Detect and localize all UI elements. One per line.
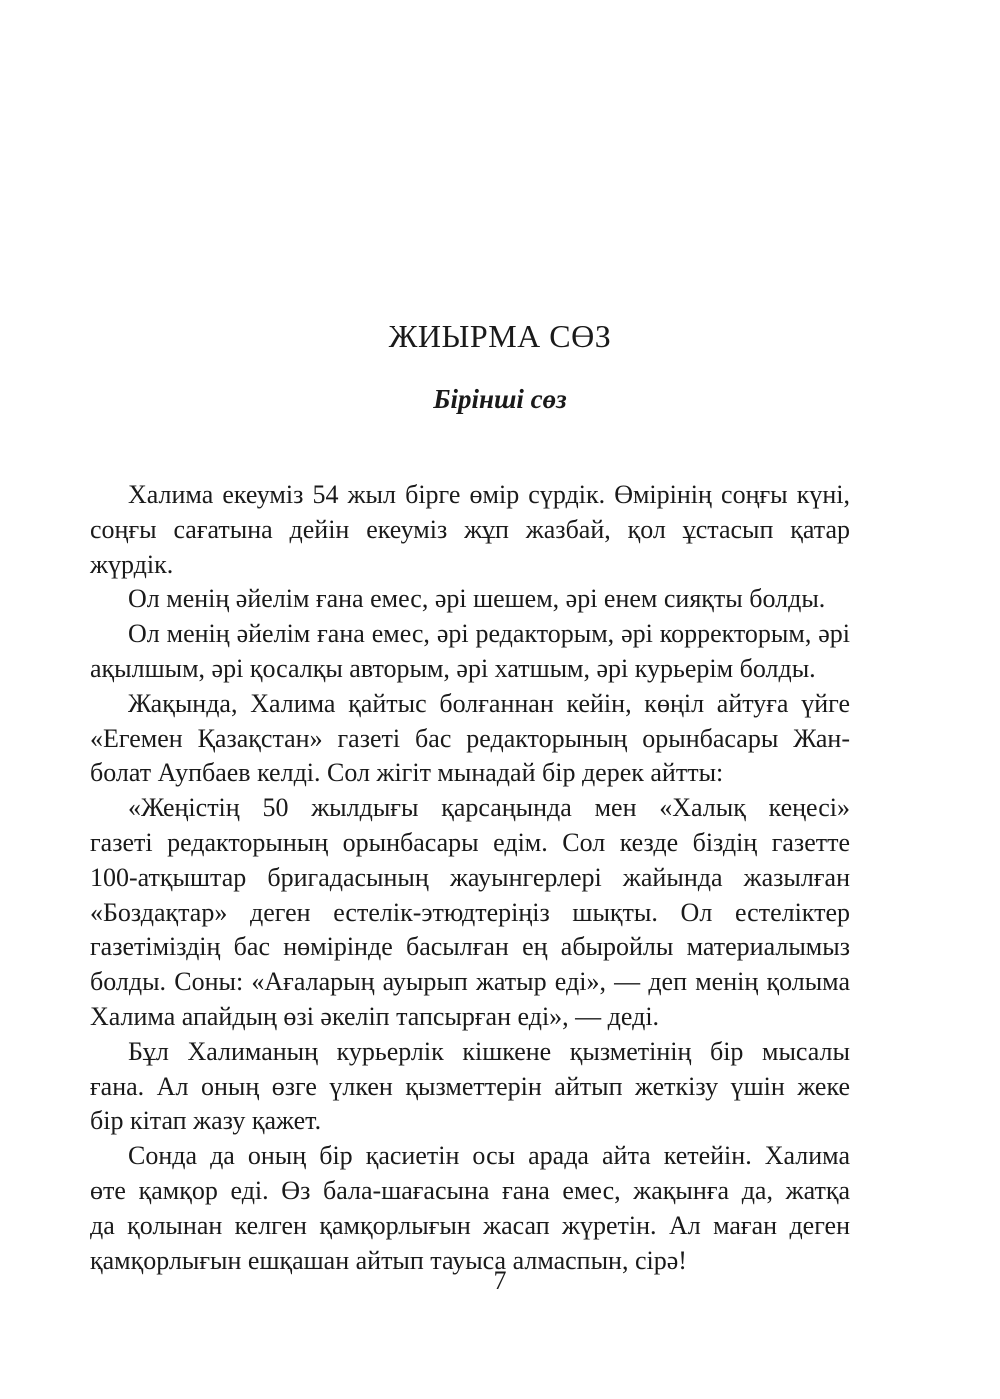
text-line: Жақында, Халима қайтыс болғаннан кейін, көңіл айтуға үйге bbox=[128, 688, 850, 718]
paragraph bbox=[90, 617, 850, 687]
paragraph bbox=[90, 478, 850, 582]
text-line: қамқорлығын ешқашан айтып тауыса алмаспын, сірә! bbox=[90, 1245, 687, 1275]
body-text bbox=[90, 478, 850, 1278]
text-line: 100-атқыштар бригадасының жауынгерлері жайында жазылған bbox=[90, 862, 850, 892]
section-subtitle: Бірінші сөз bbox=[433, 384, 567, 414]
text-line: Ол менің әйелім ғана емес, әрі шешем, әрі енем сияқты болды. bbox=[128, 584, 826, 614]
text-line: ғана. Ал оның өзге үлкен қызметтерін айтып жеткізу үшін жеке bbox=[90, 1071, 850, 1101]
text-line: Ол менің әйелім ғана емес, әрі редакторым, әрі корректорым, әрі bbox=[128, 619, 850, 649]
page-number: 7 bbox=[493, 1266, 507, 1295]
text-line: жүрдік. bbox=[90, 549, 174, 579]
text-line: болат Аупбаев келді. Сол жігіт мынадай бір дерек айтты: bbox=[90, 758, 724, 788]
text-line: Халима екеуміз 54 жыл бірге өмір сүрдік. Өмірінің соңғы күні, bbox=[128, 480, 850, 509]
text-line: «Егемен Қазақстан» газеті бас редакторының орынбасары Жан- bbox=[90, 723, 850, 753]
paragraph bbox=[128, 582, 850, 617]
chapter-title: ЖИЫРМА СӨЗ bbox=[388, 318, 612, 354]
text-line: өте қамқор еді. Өз бала-шағасына ғана емес, жақынға да, жатқа bbox=[90, 1175, 850, 1205]
text-line: соңғы сағатына дейін екеуміз жұп жазбай, қол ұстасып қатар bbox=[90, 514, 850, 544]
text-line: да қолынан келген қамқорлығын жасап жүретін. Ал маған деген bbox=[90, 1210, 850, 1240]
text-line: ақылшым, әрі қосалқы авторым, әрі хатшым, әрі курьерім болды. bbox=[90, 653, 816, 683]
text-line: газеті редакторының орынбасары едім. Сол кезде біздің газетте bbox=[90, 827, 850, 857]
paragraph bbox=[90, 1139, 850, 1278]
paragraph bbox=[90, 687, 850, 791]
text-line: бір кітап жазу қажет. bbox=[90, 1106, 322, 1136]
text-line: газетіміздің бас нөмірінде басылған ең абыройлы материалымыз bbox=[90, 932, 850, 962]
text-line: Бұл Халиманың курьерлік кішкене қызметінің бір мысалы bbox=[128, 1036, 850, 1066]
text-line: «Боздақтар» деген естелік-этюдтеріңіз шықты. Ол естеліктер bbox=[90, 897, 850, 927]
text-line: болды. Соны: «Ағаларың ауырып жатыр еді», — деп менің қолыма bbox=[90, 967, 850, 997]
paragraph bbox=[90, 1035, 850, 1139]
text-line: Халима апайдың өзі әкеліп тапсырған еді», — деді. bbox=[90, 1001, 660, 1031]
text-line: «Жеңістің 50 жылдығы қарсаңында мен «Халық кеңесі» bbox=[128, 793, 850, 823]
text-line: Сонда да оның бір қасиетін осы арада айта кетейін. Халима bbox=[128, 1141, 850, 1171]
paragraph bbox=[90, 791, 850, 1035]
